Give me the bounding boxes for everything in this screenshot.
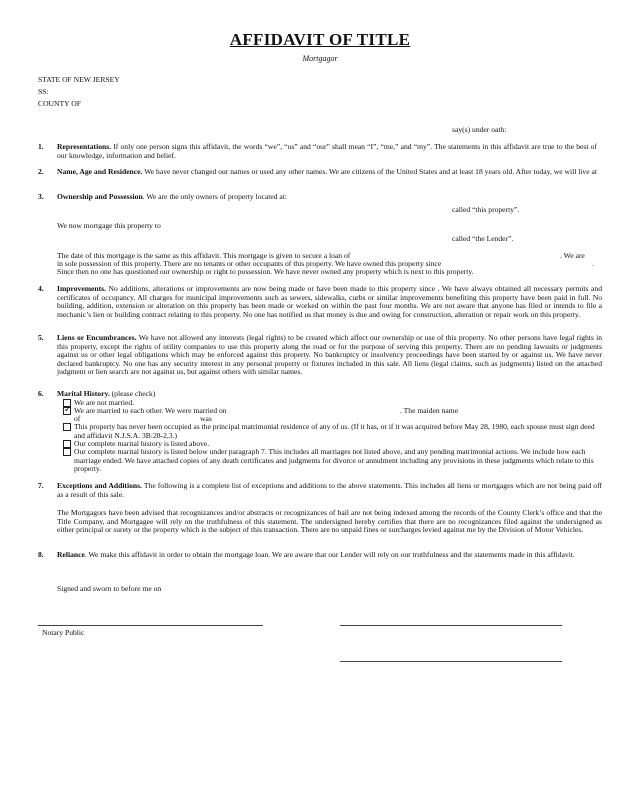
venue-county: COUNTY OF (38, 99, 81, 108)
section-4-heading: Improvements. (57, 284, 107, 293)
possession-line-start: in sole possession of this property. There are no tenants or other occupants of this property. We have owned this property since (57, 259, 442, 268)
marital-option-label: Our complete marital history is listed below under paragraph 7. This includes all marriages not listed above, and any pending matrimonial actions. We include how each marriage ended. We have attached copies of any death certificates and judgments for divorce or annulment including any provisions in these judgments which relate to this property. (74, 447, 594, 474)
maiden-name-text: . The maiden name (400, 406, 459, 415)
possession-line-end: . (592, 259, 594, 268)
affiant-signature-line-2[interactable] (340, 661, 562, 662)
section-2-text: We have never changed our names or used any other names. We are citizens of the United States and at least 18 years old. After today, we will live at (142, 167, 597, 176)
section-7-paragraph (57, 482, 602, 499)
called-the-lender: called “the Lender”. (452, 234, 514, 243)
affiant-signature-line-1[interactable] (340, 625, 562, 626)
section-5-number: 5. (38, 333, 44, 342)
section-8-number: 8. (38, 550, 44, 559)
section-8-text: . We make this affidavit in order to obtain the mortgage loan. We are aware that our Lender will rely on our truthfulness and the statements made in this affidavit. (84, 550, 575, 559)
section-5-paragraph (57, 334, 602, 377)
section-8-heading: Reliance (57, 550, 85, 559)
called-this-property: called “this property”. (452, 205, 520, 214)
section-7-heading: Exceptions and Additions. (57, 481, 142, 490)
section-5-heading: Liens or Encumbrances. (57, 333, 137, 342)
loan-line-end: . We are (560, 251, 585, 260)
possession-line-continued: Since then no one has questioned our ownership or right to possession. We have never owned any property which is next to this property. (57, 267, 474, 276)
mortgage-to-line: We now mortgage this property to (57, 221, 161, 230)
section-6-number: 6. (38, 389, 44, 398)
section-2-number: 2. (38, 167, 44, 176)
checkbox-history-above[interactable] (63, 440, 71, 448)
section-8-paragraph (57, 551, 602, 560)
checkbox-history-below[interactable] (63, 448, 71, 456)
maiden-was-text: was (200, 414, 212, 423)
section-6-heading: Marital History. (57, 389, 110, 398)
section-3-number: 3. (38, 192, 44, 201)
section-7-text: The following is a complete list of exceptions and additions to the above statements. This includes all liens or mortgages which are not being paid off as a result of this sale. (57, 481, 602, 499)
section-5-text: We have not allowed any interests (legal rights) to be created which affect our ownership or use of this property. No other persons have legal rights in this property, except the rights of utility companies to use this property along the road or for the purpose of serving this property. There are no pending lawsuits or judgments against us or other legal obligations which may be enforced against this property. No bankruptcy or insolvency proceedings have been started by or against us. We have never declared bankruptcy. No one has any security interest in any personal property or fixtures included in this sale. All liens (legal claims, such as judgments) listed on the attached judgment or lien search are not against us, but against others with similar names. (57, 333, 603, 377)
section-3-heading: Ownership and Possession (57, 192, 143, 201)
section-4-number: 4. (38, 284, 44, 293)
section-3-text: . We are the only owners of property located at: (142, 192, 287, 201)
section-7-number: 7. (38, 481, 44, 490)
section-4-text: No additions, alterations or improvements are now being made or have been made to this property since . We have always obtained all necessary permits and certificates of occupancy. All charges for municipal improvements such as sewers, sidewalks, curbs or similar improvements benefiting this property have been paid in full. No building, addition, extension or alteration on this property has been made or worked on within the past four months. We are not aware that anyone has filed or intends to file a mechanic’s lien or building contract relating to this property. No one has notified us that money is due and owing for construction, alteration or repair work on this property. (57, 284, 602, 319)
notary-signature-line[interactable] (38, 625, 263, 626)
venue-state: STATE OF NEW JERSEY (38, 75, 120, 84)
venue-ss: SS: (38, 87, 49, 96)
checkbox-never-occupied[interactable] (63, 423, 71, 431)
section-2-heading: Name, Age and Residence. (57, 167, 143, 176)
checkbox-married-checked[interactable] (63, 407, 71, 415)
document-title: AFFIDAVIT OF TITLE (229, 30, 411, 49)
maiden-of-text: of (74, 414, 81, 423)
oath-line: say(s) under oath: (452, 125, 507, 134)
document-subtitle: Mortgagor (302, 54, 338, 63)
marital-option-label: Our complete marital history is listed above. (74, 439, 210, 448)
section-6-text: (please check) (109, 389, 156, 398)
loan-line-start: The date of this mortgage is the same as this affidavit. This mortgage is given to secure a loan of (57, 251, 351, 260)
section-1-heading: Representations. (57, 142, 112, 151)
marital-option-label: This property has never been occupied as the principal matrimonial residence of any of us. (If it has, or if it was acquired before May 28, 1980, each spouse must sign deed and affidavit N.J.S.A. 3B:28-2,3.) (74, 422, 595, 440)
section-3-paragraph (57, 193, 597, 202)
section-2-paragraph (57, 168, 597, 177)
recognizances-paragraph: The Mortgagors have been advised that recognizances and/or abstracts or recognizances of bail are not being indexed among the records of the County Clerk’s office and that the Title Company, and Mortgagee will rely on the truthfulness of this statement. The undersigned hereby certifies that there are no recognizances filed against the undersigned as either principal or surety or the property which is the subject of this transaction. There are no unpaid fines or surcharges levied against me by the Division of Motor Vehicles. (57, 508, 602, 535)
marital-option-label: We are not married. (74, 398, 135, 407)
notary-public-label: Notary Public (42, 628, 85, 637)
section-1-number: 1. (38, 142, 44, 151)
signed-and-sworn: Signed and sworn to before me on (57, 584, 162, 593)
section-1-paragraph (57, 143, 597, 160)
section-4-paragraph (57, 285, 602, 319)
section-1-text: If only one person signs this affidavit, the words “we”, “us” and “our” shall mean “I”, “me,” and “my”. The statements in this affidavit are true to the best of our knowledge, information and belief. (57, 142, 597, 160)
marital-option-label: We are married to each other. We were married on (74, 406, 227, 415)
